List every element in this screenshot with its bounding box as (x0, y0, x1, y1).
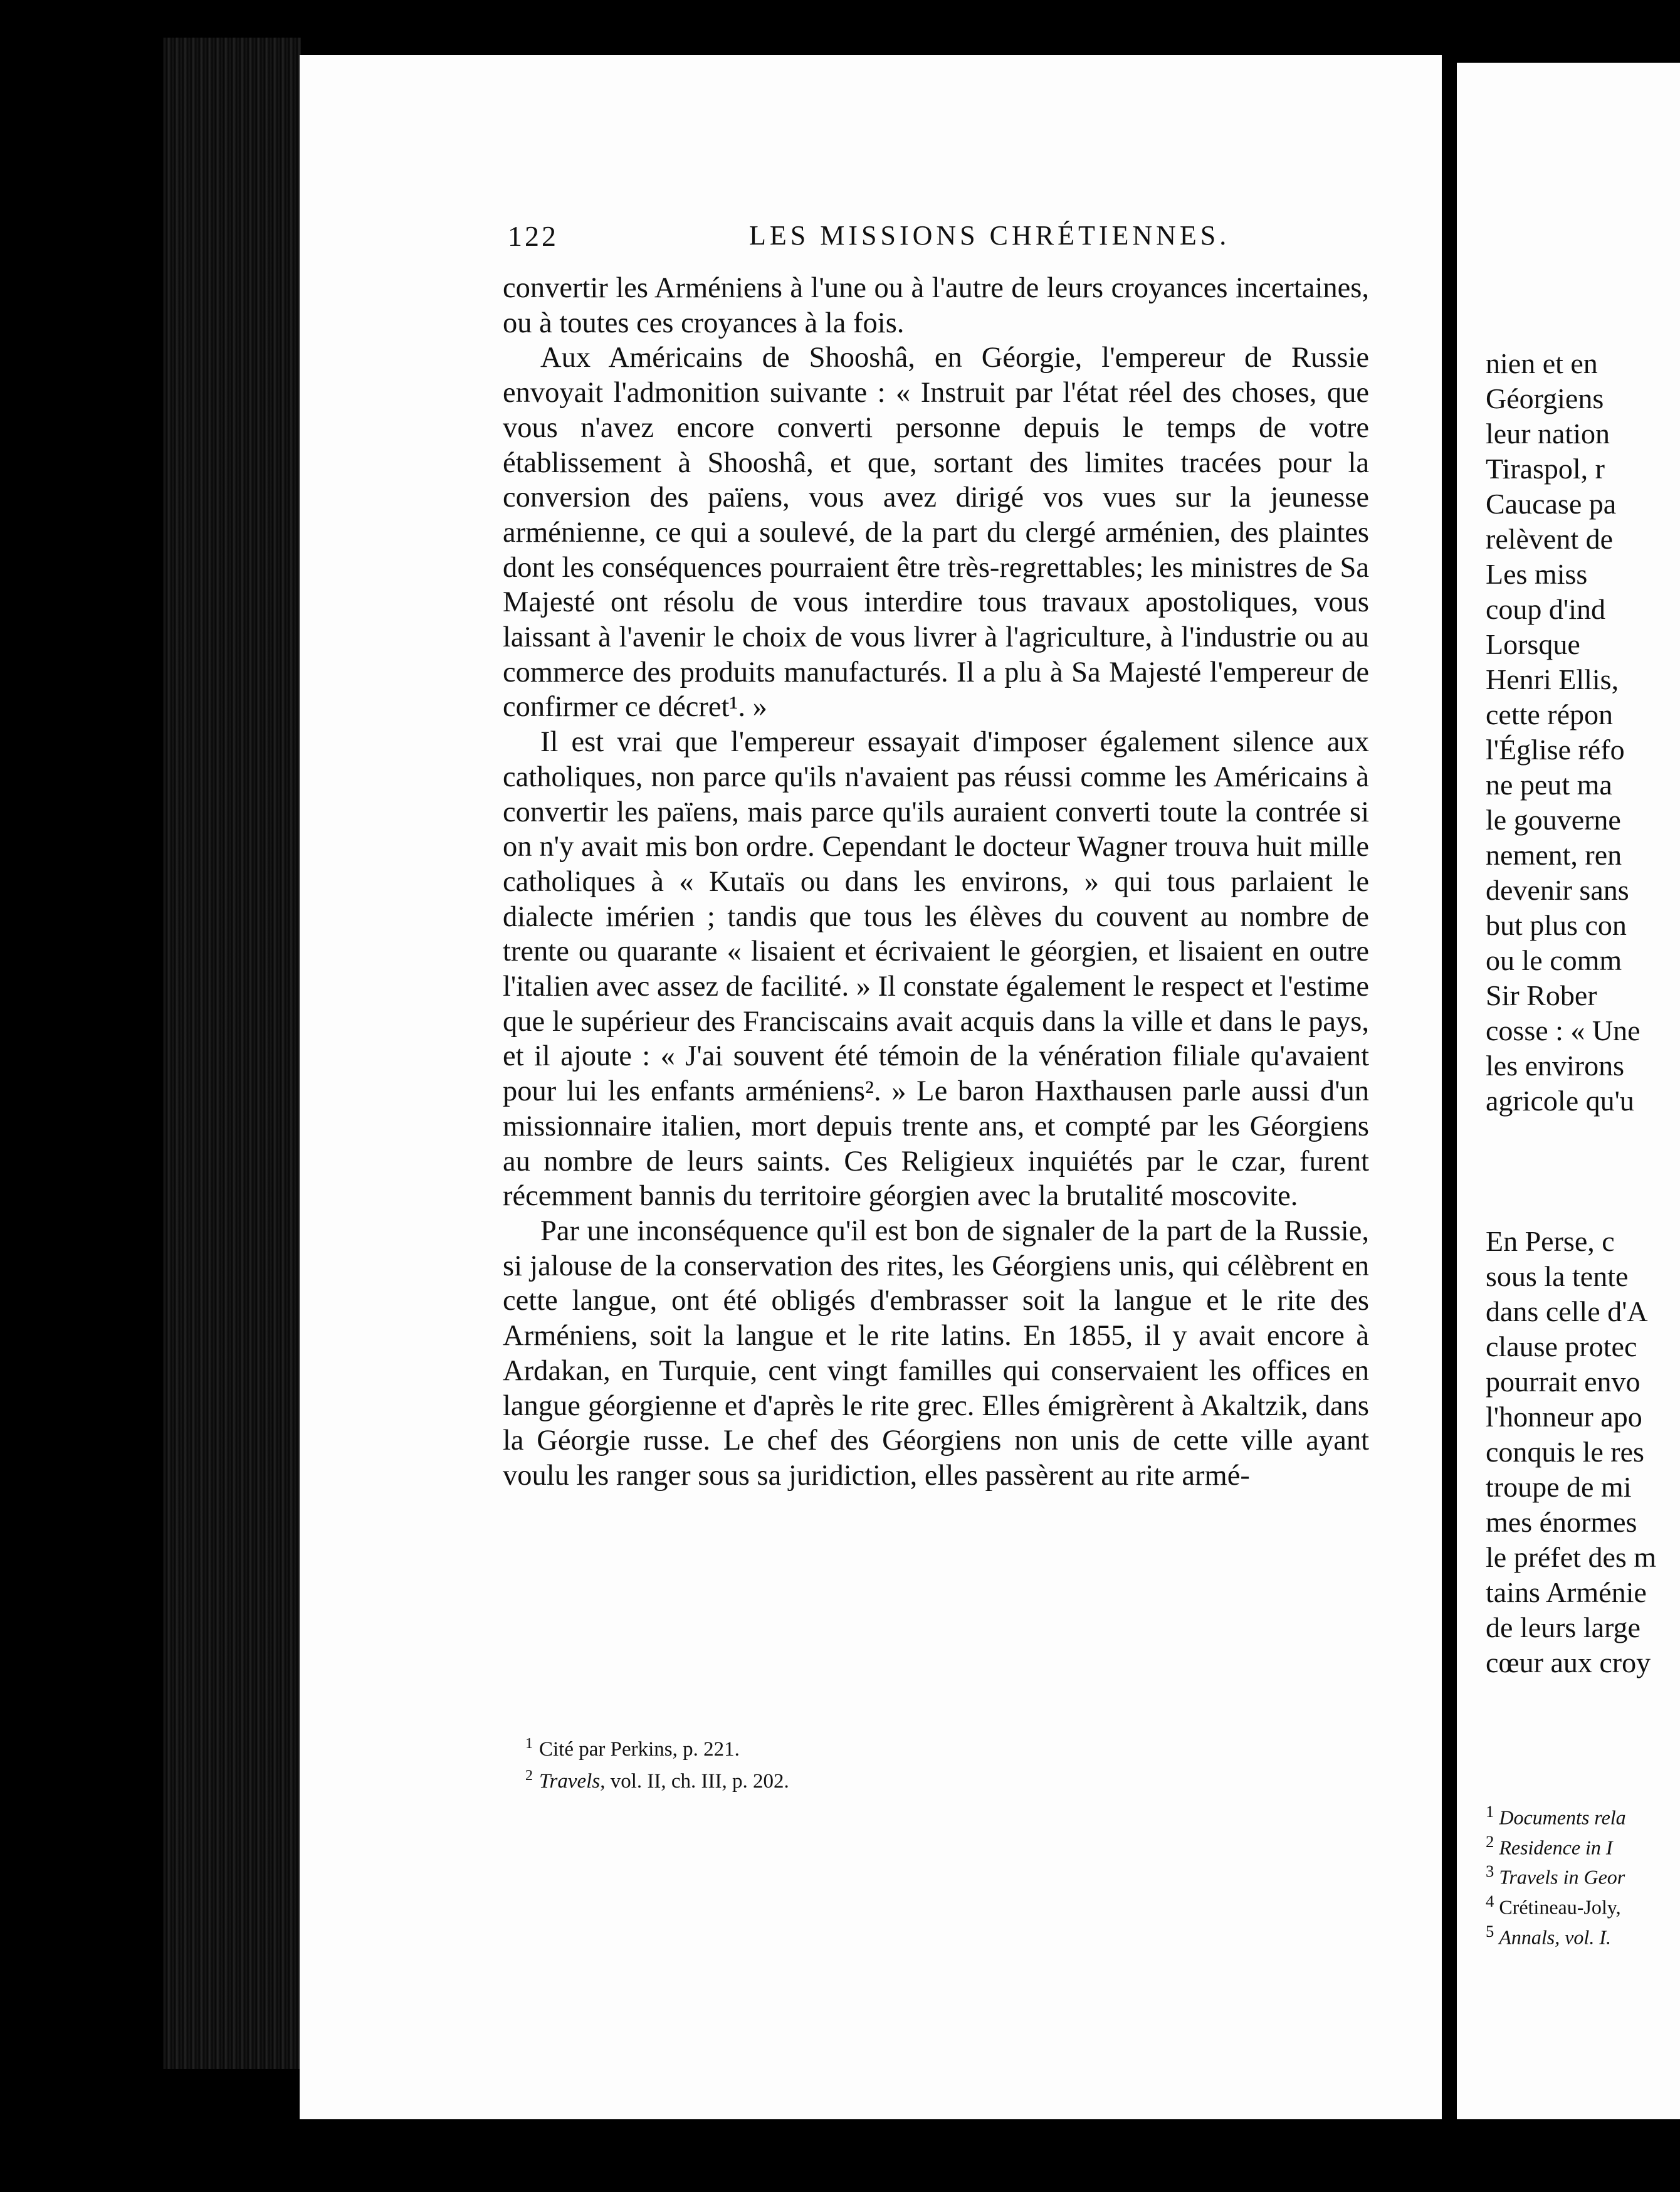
footnote-mark: 1 (525, 1736, 533, 1752)
right-line: l'Église réfo (1486, 734, 1625, 766)
footnote-text: Crétineau-Joly, (1499, 1895, 1621, 1919)
right-line: pourrait envo (1486, 1366, 1641, 1398)
right-line: ne peut ma (1486, 769, 1612, 801)
right-line: de leurs large (1486, 1611, 1641, 1643)
footnote-text: Cité par Perkins, p. 221. (539, 1738, 740, 1761)
footnote-text: Travels in Geor (1499, 1865, 1625, 1889)
right-line: le préfet des m (1486, 1541, 1657, 1573)
right-line: cosse : « Une (1486, 1014, 1641, 1046)
right-line: Tiraspol, r (1486, 453, 1605, 485)
right-page-text (1486, 346, 1680, 1680)
right-line: cette répon (1486, 698, 1614, 730)
footnote (525, 1763, 1089, 1794)
right-footnote (1486, 1830, 1626, 1860)
paragraph: Par une inconséquence qu'il est bon de signaler de la part de la Russie, si jalouse de la conservation des rites, les Géorgiens unis, qui célèbrent en cette langue, ont été obligés d'embrasser soit la langue et le rite des Arméniens, soit la langue et le rite latins. En 1855, il y avait encore à Ardakan, en Turquie, cent vingt familles qui conservaient les offices en langue géorgienne et d'après le rite grec. Elles émigrèrent à Akaltzik, dans la Géorgie russe. Le chef des Géorgiens non unis de cette ville ayant voulu les ranger sous sa juridiction, elles passèrent au rite armé- (503, 1215, 1369, 1492)
right-line: tains Arménie (1486, 1576, 1647, 1608)
right-line: le gouverne (1486, 804, 1621, 836)
footnote-text: , vol. II, ch. III, p. 202. (600, 1770, 789, 1793)
right-line: devenir sans (1486, 874, 1629, 906)
right-line: Sir Rober (1486, 979, 1597, 1011)
right-line: troupe de mi (1486, 1471, 1632, 1503)
right-line: ou le comm (1486, 944, 1622, 976)
right-line: En Perse, c (1486, 1225, 1615, 1257)
running-title: LES MISSIONS CHRÉTIENNES. (749, 220, 1231, 251)
right-line: l'honneur apo (1486, 1401, 1642, 1433)
paragraph: Il est vrai que l'empereur essayait d'imposer également silence aux catholiques, non parce qu'ils n'avaient pas réussi comme les Américains à convertir les païens, mais parce qu'ils auraient converti toute la contrée si on n'y avait mis bon ordre. Cependant le docteur Wagner trouva huit mille catholiques à « Kutaïs ou dans les environs, » qui tous parlaient le dialecte imérien ; tandis que tous les élèves du couvent au nombre de trente ou quarante « lisaient et écrivaient le géorgien, et lisaient en outre l'italien avec assez de facilité. » Il constate également le respect et l'estime que le supérieur des Franciscains avait acquis dans la ville et dans le pays, et il ajoute : « J'ai souvent été témoin de la vénération filiale qu'avaient pour lui les enfants arméniens². » Le baron Haxthausen parle aussi d'un missionnaire italien, mort depuis trente ans, et compté par les Géorgiens au nombre de leurs saints. Ces Religieux inquiétés par le czar, furent récemment bannis du territoire géorgien avec la brutalité moscovite. (503, 726, 1369, 1213)
footnote-mark: 5 (1486, 1921, 1494, 1941)
footnote-mark: 2 (1486, 1831, 1494, 1851)
right-line: mes énormes (1486, 1506, 1637, 1538)
right-line-gap (1486, 1119, 1680, 1224)
footnotes (525, 1731, 1089, 1794)
right-line: Lorsque (1486, 628, 1580, 660)
paragraph: Aux Américains de Shooshâ, en Géorgie, l'empereur de Russie envoyait l'admonition suivante : « Instruit par l'état réel des choses, que vous n'avez encore converti personne depuis le temps de votre établissement à Shooshâ, et que, sortant des limites tracées pour la conversion des païens, vous avez dirigé vos vues sur la jeunesse arménienne, ce qui a soulevé, de la part du clergé arménien, des plaintes dont les conséquences pourraient être très-regrettables; les ministres de Sa Majesté ont résolu de vous interdire tous travaux apostoliques, vous laissant à l'avenir le choix de vous livrer à l'agriculture, à l'industrie ou au commerce des produits manufacturés. Il a plu à Sa Majesté l'empereur de confirmer ce décret¹. » (503, 342, 1369, 724)
page-header (508, 219, 1373, 263)
footnote-title: Travels (539, 1770, 601, 1793)
right-line: nement, ren (1486, 839, 1622, 871)
right-line: clause protec (1486, 1330, 1637, 1362)
right-line: relèvent de (1486, 523, 1614, 555)
right-line: Géorgiens (1486, 382, 1604, 414)
right-line: nien et en (1486, 347, 1598, 379)
footnote-mark: 2 (525, 1768, 533, 1784)
right-line: leur nation (1486, 418, 1610, 450)
right-line: agricole qu'u (1486, 1085, 1634, 1117)
paragraph: convertir les Arméniens à l'une ou à l'autre de leurs croyances incertaines, ou à toutes ces croyances à la fois. (503, 272, 1369, 339)
right-line: cœur aux croy (1486, 1647, 1651, 1678)
book-spine-shadow (163, 38, 301, 2069)
right-line: dans celle d'A (1486, 1295, 1648, 1327)
footnote-mark: 4 (1486, 1891, 1494, 1910)
right-line: coup d'ind (1486, 593, 1605, 625)
right-line: conquis le res (1486, 1436, 1644, 1468)
right-line: sous la tente (1486, 1260, 1629, 1292)
footnote (525, 1731, 1089, 1763)
page-number: 122 (508, 220, 559, 252)
footnote-mark: 1 (1486, 1802, 1494, 1821)
right-line: Caucase pa (1486, 488, 1617, 520)
footnote-text: Residence in I (1499, 1836, 1613, 1859)
right-line: les environs (1486, 1050, 1625, 1082)
right-footnote (1486, 1889, 1626, 1919)
footnote-text: Documents rela (1499, 1806, 1626, 1829)
right-page-footnotes (1486, 1799, 1626, 1949)
body-text (503, 271, 1369, 1494)
right-line: Henri Ellis, (1486, 663, 1619, 695)
right-footnote (1486, 1919, 1626, 1949)
footnote-mark: 3 (1486, 1862, 1494, 1881)
right-page (1457, 63, 1680, 2119)
right-footnote (1486, 1859, 1626, 1889)
right-footnote (1486, 1799, 1626, 1830)
right-line: but plus con (1486, 909, 1627, 941)
footnote-text: Annals, vol. I. (1499, 1926, 1611, 1949)
right-line: Les miss (1486, 558, 1588, 590)
